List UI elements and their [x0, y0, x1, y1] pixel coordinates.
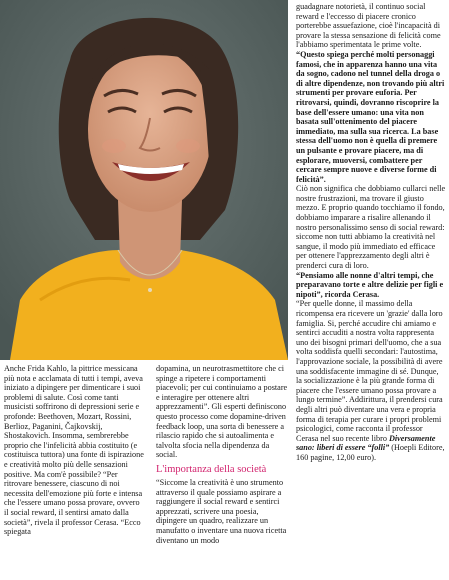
article-column-1 — [4, 364, 144, 537]
article-text: (Hoepli Editore, 160 pagine, 12,00 euro). — [296, 443, 445, 462]
article-paragraph: Anche Frida Kahlo, la pittrice messicana più nota e acclamata di tutti i tempi, aveva iniziato a dipingere per dimenticare i suoi problemi di salute. Così come tanti musicisti soffrirono di depressioni serie e profonde: Beethoven, Mozart, Rossini, Berlioz, Paganini, Čajkovskij, Shostakovich. Insomma, sembrerebbe proprio che l'infelicità abbia costituito (e costituisca tuttora) una fonte di ispirazione e creatività molto più delle sensazioni positive. Ma com'è possibile? “Per ritrovare benessere, ciascuno di noi necessita dell'emozione più forte e intensa che l'essere umano possa provare, ovvero il social reward, il sentirsi amato dalla società”, rivela il professor Cerasa. “Ecco spiegata — [4, 364, 144, 537]
portrait-photo — [0, 0, 288, 360]
article-quote-paragraph: “Pensiamo alle nonne d'altri tempi, che preparavano torte e altre delizie per figli e nipoti”, ricorda Cerasa. — [296, 270, 444, 299]
article-text: “Per quelle donne, il massimo della ricompensa era ricevere un 'grazie' dalla loro famiglia. Si, perché accudire chi amiamo e sentirci accuditi a nostra volta rappresenta uno dei bisogni primari dell'uomo, che a sua volta soddisfa quelli secondari: l'autostima, l'approvazione sociale, la possibilità di avere una soddisfacente immagine di sé. Dunque, la socializzazione è la più grande forma di piacere che l'essere umano possa provare a lungo termine”. Addirittura, il prendersi cura degli altri può diventare una vera e propria forma di terapia per curare i propri problemi psicologici, come racconta il professor Cerasa nel suo recente libro — [296, 299, 443, 443]
article-paragraph: guadagnare notorietà, il continuo social reward e l'eccesso di piacere cronico porterebbe assuefazione, cioè l'incapacità di provare la stessa sensazione di felicità come l'abbiamo sperimentata le prime volte. — [296, 2, 441, 50]
section-subheading: L'importanza della società — [156, 463, 267, 475]
article-paragraph: Ciò non significa che dobbiamo cullarci nelle nostre frustrazioni, ma trovare il giusto mezzo. E proprio quando tocchiamo il fondo, dobbiamo imparare a risalire allenando il nostro personalissimo senso di social reward: siccome non tutti abbiamo la creatività nel sangue, il modo più immediato ed efficace per ottenere l'apprezzamento degli altri è prenderci cura di loro. — [296, 184, 446, 271]
portrait-illustration — [0, 0, 288, 360]
article-column-2 — [156, 364, 288, 545]
article-paragraph — [296, 299, 446, 462]
article-paragraph: “Siccome la creatività è uno strumento attraverso il quale possiamo aspirare a raggiungere il social reward e sentirci apprezzati, scrivere una poesia, dipingere un quadro, realizzare un manufatto o inventare una nuova ricetta diventano un modo — [156, 477, 287, 545]
article-column-3 — [296, 2, 446, 463]
article-paragraph: dopamina, un neurotrasmettitore che ci spinge a ripetere i comportamenti piacevoli; per cui continuiamo a postare e interagire per ottenere altri apprezzamenti”. Gli esperti definiscono questo processo come dopamine-driven feedback loop, una sorta di benessere a rilascio rapido che si autoalimenta e talvolta sfocia nella dipendenza da social. — [156, 364, 288, 460]
article-quote-paragraph: “Questo spiega perché molti personaggi famosi, che in apparenza hanno una vita da sogno, cadono nel tunnel della droga o di altre dipendenze, non trovando più altri strumenti per provare euforia. Per ritrovarsi, quindi, dovranno riscoprire la base dell'essere umano: una vita non basata sull'ottenimento del piacere immediato, ma sulla sua ricerca. La base stessa dell'uomo non è quella di premere un pulsante e provare piacere, ma di esplorare, muoversi, combattere per cercare sempre nuove e diverse forme di felicità”. — [296, 49, 445, 184]
book-title: Diversamente sano: liberi di essere “folli” — [296, 433, 436, 453]
